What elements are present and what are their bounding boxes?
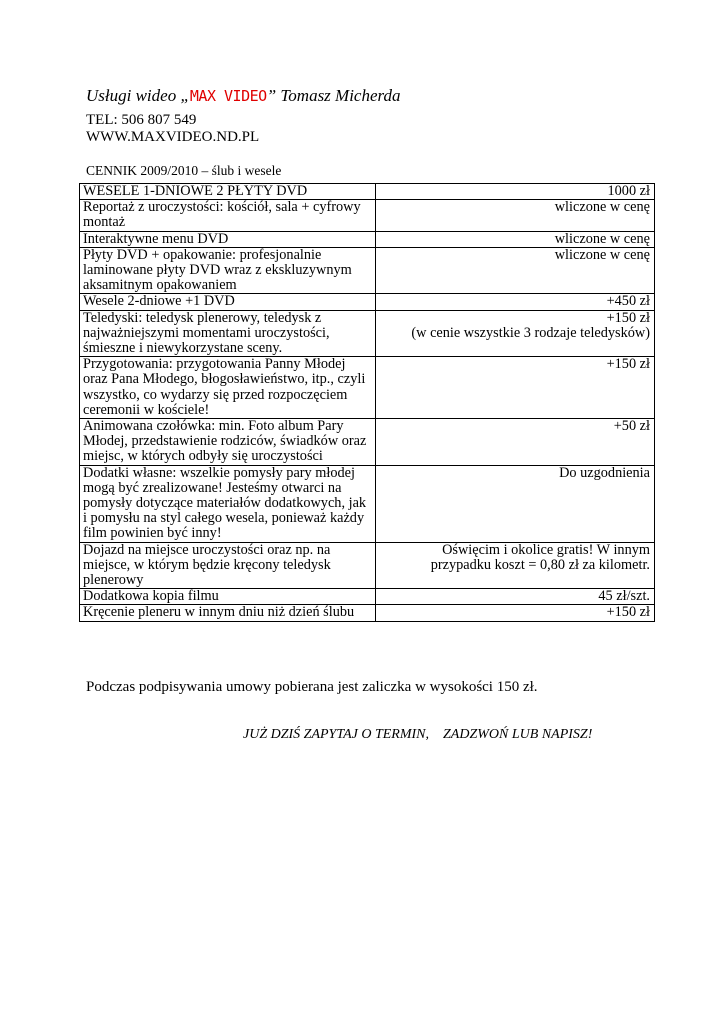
row-description: Dodatki własne: wszelkie pomysły pary młodej mogą być zrealizowane! Jesteśmy otwarci na pomysły dotyczące materiałów dodatkowych, jak i pomysłu na styl całego wesela, ponieważ każdy film powinien być inny! — [80, 465, 376, 542]
table-row — [80, 605, 655, 621]
row-description: Przygotowania: przygotowania Panny Młodej oraz Pana Młodego, błogosławieństwo, itp., czyli wszystko, co wydarzy się przed rozpoczęciem ceremonii w kościele! — [80, 357, 376, 419]
table-row — [80, 419, 655, 466]
row-description: Reportaż z uroczystości: kościół, sala + cyfrowy montaż — [80, 200, 376, 231]
row-description: Teledyski: teledysk plenerowy, teledysk z najważniejszymi momentami uroczystości, śmieszne i niewykorzystane sceny. — [80, 310, 376, 357]
contact-info — [86, 112, 259, 146]
table-row — [80, 294, 655, 310]
row-description: Kręcenie pleneru w innym dniu niż dzień ślubu — [80, 605, 376, 621]
row-price: 45 zł/szt. — [376, 589, 655, 605]
service-owner: ” Tomasz Micherda — [266, 86, 401, 105]
row-price: Oświęcim i okolice gratis! W innym przypadku koszt = 0,80 zł za kilometr. — [376, 542, 655, 589]
row-description: Dodatkowa kopia filmu — [80, 589, 376, 605]
row-price: +450 zł — [376, 294, 655, 310]
table-row — [80, 184, 655, 200]
row-price: Do uzgodnienia — [376, 465, 655, 542]
row-price: wliczone w cenę — [376, 247, 655, 294]
row-price: wliczone w cenę — [376, 231, 655, 247]
row-price: wliczone w cenę — [376, 200, 655, 231]
price-table — [79, 183, 655, 622]
phone-number: TEL: 506 807 549 — [86, 112, 197, 128]
service-prefix: Usługi wideo „ — [86, 86, 190, 105]
deposit-note: Podczas podpisywania umowy pobierana jest zaliczka w wysokości 150 zł. — [86, 679, 538, 695]
pricelist-title: CENNIK 2009/2010 – ślub i wesele — [86, 163, 282, 178]
brand-logo-text: MAX VIDEO — [189, 87, 267, 105]
row-description: Wesele 2-dniowe +1 DVD — [80, 294, 376, 310]
row-price: +150 zł — [376, 605, 655, 621]
row-description: Płyty DVD + opakowanie: profesjonalnie laminowane płyty DVD wraz z ekskluzywnym aksamitnym opakowaniem — [80, 247, 376, 294]
table-row — [80, 200, 655, 231]
website-link[interactable]: WWW.MAXVIDEO.ND.PL — [86, 129, 260, 145]
row-description: Dojazd na miejsce uroczystości oraz np. na miejsce, w którym będzie kręcony teledysk plenerowy — [80, 542, 376, 589]
row-price: +150 zł (w cenie wszystkie 3 rodzaje teledysków) — [376, 310, 655, 357]
table-row — [80, 247, 655, 294]
row-description: WESELE 1-DNIOWE 2 PŁYTY DVD — [80, 184, 376, 200]
service-heading — [86, 86, 401, 106]
row-price: +150 zł — [376, 357, 655, 419]
table-row — [80, 231, 655, 247]
table-row — [80, 465, 655, 542]
table-row — [80, 542, 655, 589]
row-price: +50 zł — [376, 419, 655, 466]
table-row — [80, 589, 655, 605]
row-description: Animowana czołówka: min. Foto album Pary Młodej, przedstawienie rodziców, świadków oraz miejsc, w których odbyły się uroczystości — [80, 419, 376, 466]
row-description: Interaktywne menu DVD — [80, 231, 376, 247]
table-row — [80, 310, 655, 357]
call-to-action: JUŻ DZIŚ ZAPYTAJ O TERMIN, ZADZWOŃ LUB NAPISZ! — [243, 727, 593, 742]
row-price: 1000 zł — [376, 184, 655, 200]
table-row — [80, 357, 655, 419]
